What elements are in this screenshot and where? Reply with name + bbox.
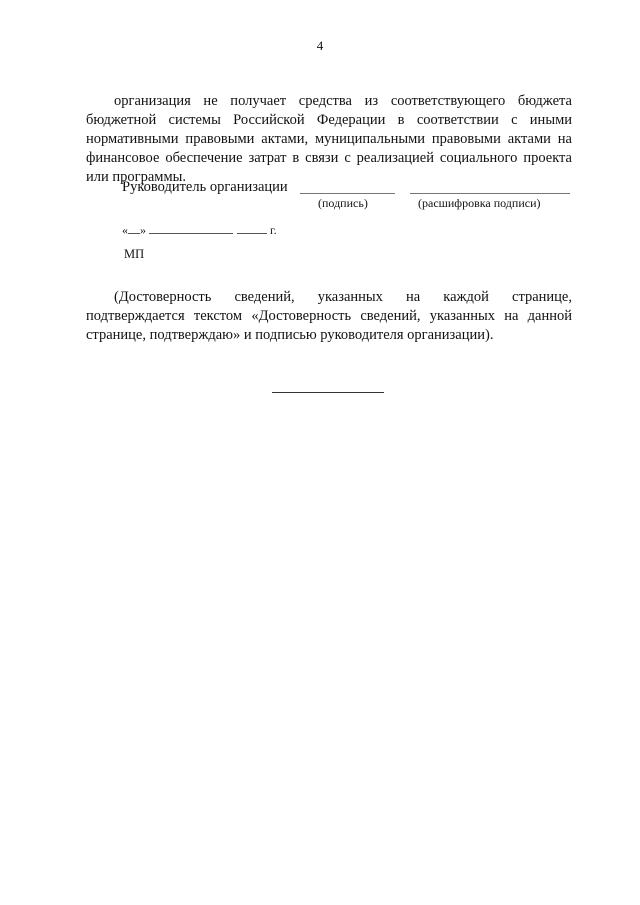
signature-caption: (подпись) <box>318 196 368 210</box>
date-year-blank <box>237 222 267 234</box>
stamp-label: МП <box>124 247 145 261</box>
signature-line <box>300 193 395 194</box>
date-open-quote: « <box>122 223 128 237</box>
paragraph-verification-note: (Достоверность сведений, указанных на каждой странице, подтверждается текстом «Достоверность сведений, указанных на данной странице, подтверждаю» и подписью руководителя организации). <box>86 288 572 343</box>
signature-decode-caption: (расшифровка подписи) <box>418 196 541 210</box>
date-field <box>122 222 277 237</box>
page-number: 4 <box>316 38 324 53</box>
date-month-blank <box>149 222 233 234</box>
signature-label: Руководитель организации <box>122 179 288 195</box>
date-year-suffix: г. <box>270 223 277 237</box>
signature-decode-line <box>410 193 570 194</box>
end-rule <box>272 392 384 393</box>
date-day-blank <box>128 222 140 234</box>
date-close-quote: » <box>140 223 146 237</box>
paragraph-funding-statement: организация не получает средства из соответствующего бюджета бюджетной системы Российской Федерации в соответствии с иными нормативными правовыми актами, муниципальными правовыми актами на финансовое обеспечение затрат в связи с реализацией социального проекта или программы. <box>86 92 572 185</box>
